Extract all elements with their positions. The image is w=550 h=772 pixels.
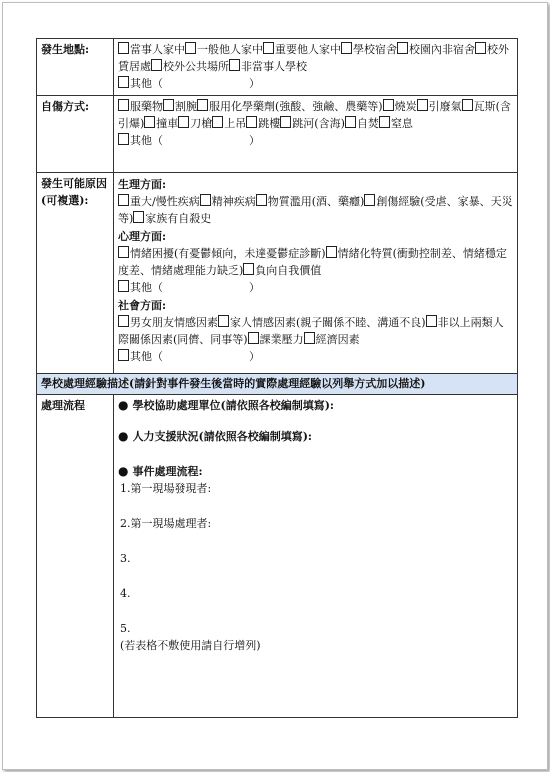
location-option[interactable]: 非當事人學校 <box>229 60 307 73</box>
checkbox-icon[interactable] <box>185 42 196 54</box>
incident-form-table <box>36 38 518 718</box>
checkbox-icon[interactable] <box>475 42 486 54</box>
physio-option[interactable]: 重大/慢性疾病 <box>118 195 200 208</box>
checkbox-icon[interactable] <box>246 116 257 128</box>
checkbox-icon[interactable] <box>144 116 155 128</box>
physio-title: 生理方面: <box>118 178 167 191</box>
checkbox-icon[interactable] <box>118 133 129 145</box>
physio-option[interactable]: 創傷經驗(受虐、家暴、天災等) <box>118 195 513 225</box>
checkbox-icon[interactable] <box>118 315 129 327</box>
checkbox-icon[interactable] <box>383 99 394 111</box>
method-other[interactable]: 其他（ ） <box>118 132 513 149</box>
checkbox-icon[interactable] <box>151 59 162 71</box>
section-header: 學校處理經驗描述(請針對事件發生後當時的實際處理經驗以列舉方式加以描述) <box>37 374 518 395</box>
bullet-dot-icon: ● <box>118 398 129 412</box>
method-options <box>114 96 518 173</box>
checkbox-icon[interactable] <box>118 42 129 54</box>
document-page <box>2 2 548 770</box>
checkbox-icon[interactable] <box>133 211 144 223</box>
process-content <box>114 395 518 718</box>
process-step[interactable]: 5. <box>120 622 131 635</box>
checkbox-icon[interactable] <box>212 116 223 128</box>
checkbox-icon[interactable] <box>118 246 129 258</box>
causes-label: 發生可能原因(可複選): <box>37 173 114 374</box>
checkbox-icon[interactable] <box>280 116 291 128</box>
checkbox-icon[interactable] <box>256 194 267 206</box>
checkbox-icon[interactable] <box>197 99 208 111</box>
checkbox-icon[interactable] <box>178 116 189 128</box>
checkbox-icon[interactable] <box>118 349 129 361</box>
process-label: 處理流程 <box>37 395 114 718</box>
bullet-item: ● 人力支援狀況(請依照各校編制填寫): <box>118 429 312 443</box>
social-option[interactable]: 非以上兩類人際關係因素(同儕、同事等) <box>118 316 504 346</box>
method-option[interactable]: 引廢氣 <box>417 100 462 113</box>
checkbox-icon[interactable] <box>248 332 259 344</box>
social-option[interactable]: 家人情感因素(親子關係不睦、溝通不良) <box>218 316 426 329</box>
checkbox-icon[interactable] <box>118 76 129 88</box>
checkbox-icon[interactable] <box>341 42 352 54</box>
method-option[interactable]: 撞車 <box>144 117 178 130</box>
physio-option[interactable]: 精神疾病 <box>200 195 256 208</box>
location-other[interactable]: 其他（ ） <box>118 75 513 92</box>
checkbox-icon[interactable] <box>379 116 390 128</box>
method-option[interactable]: 服用化學藥劑(強酸、強鹼、農藥等) <box>197 100 383 113</box>
checkbox-icon[interactable] <box>118 99 129 111</box>
checkbox-icon[interactable] <box>364 194 375 206</box>
location-option[interactable]: 當事人家中 <box>118 43 185 56</box>
checkbox-icon[interactable] <box>326 246 337 258</box>
method-option[interactable]: 瓦斯(含引爆) <box>118 100 511 130</box>
checkbox-icon[interactable] <box>462 99 473 111</box>
method-option[interactable]: 割腕 <box>163 100 197 113</box>
checkbox-icon[interactable] <box>426 315 437 327</box>
location-option[interactable]: 一般他人家中 <box>185 43 263 56</box>
psych-option[interactable]: 情緒困擾(有憂鬱傾向，未達憂鬱症診斷) <box>118 247 326 260</box>
location-label: 發生地點: <box>37 39 114 96</box>
checkbox-icon[interactable] <box>417 99 428 111</box>
process-step[interactable]: 2.第一現場處理者: <box>120 517 212 530</box>
bullet-item: ● 學校協助處理單位(請依照各校編制填寫): <box>118 398 334 412</box>
method-row <box>37 96 518 173</box>
location-option[interactable]: 校園內非宿舍 <box>397 43 475 56</box>
method-option[interactable]: 窒息 <box>379 117 413 130</box>
social-option[interactable]: 課業壓力 <box>248 333 304 346</box>
social-option[interactable]: 男女朋友情感因素 <box>118 316 218 329</box>
social-other[interactable]: 其他（ ） <box>118 348 513 365</box>
checkbox-icon[interactable] <box>304 332 315 344</box>
psych-option[interactable]: 負向自我價值 <box>243 264 321 277</box>
process-step[interactable]: 3. <box>120 552 131 565</box>
process-row <box>37 395 518 718</box>
method-option[interactable]: 上吊 <box>212 117 246 130</box>
table-note: (若表格不敷使用請自行增列) <box>120 639 261 652</box>
process-step[interactable]: 4. <box>120 587 131 600</box>
psych-other[interactable]: 其他（ ） <box>118 279 513 296</box>
checkbox-icon[interactable] <box>345 116 356 128</box>
psych-title: 心理方面: <box>118 230 167 243</box>
process-step[interactable]: 1.第一現場發現者: <box>120 482 212 495</box>
location-option[interactable]: 校外賃居處 <box>118 43 509 73</box>
method-option[interactable]: 跳樓 <box>246 117 280 130</box>
method-label: 自傷方式: <box>37 96 114 173</box>
bullet-item: ● 事件處理流程: <box>118 464 203 478</box>
method-option[interactable]: 跳河(含海) <box>280 117 345 130</box>
bullet-dot-icon: ● <box>118 429 129 443</box>
method-option[interactable]: 燒炭 <box>383 100 417 113</box>
location-option[interactable]: 學校宿舍 <box>341 43 397 56</box>
physio-option[interactable]: 家族有自殺史 <box>133 212 211 225</box>
checkbox-icon[interactable] <box>163 99 174 111</box>
checkbox-icon[interactable] <box>200 194 211 206</box>
physio-options <box>118 193 513 227</box>
method-option[interactable]: 自焚 <box>345 117 379 130</box>
location-option[interactable]: 重要他人家中 <box>263 43 341 56</box>
social-options <box>118 314 513 365</box>
checkbox-icon[interactable] <box>263 42 274 54</box>
causes-row <box>37 173 518 374</box>
checkbox-icon[interactable] <box>218 315 229 327</box>
checkbox-icon[interactable] <box>397 42 408 54</box>
psych-options <box>118 245 513 296</box>
checkbox-icon[interactable] <box>118 280 129 292</box>
physio-option[interactable]: 物質濫用(酒、藥癮) <box>256 195 365 208</box>
social-option[interactable]: 經濟因素 <box>304 333 360 346</box>
social-title: 社會方面: <box>118 299 167 312</box>
checkbox-icon[interactable] <box>229 59 240 71</box>
method-option[interactable]: 服藥物 <box>118 100 163 113</box>
causes-options <box>114 173 518 374</box>
psych-option[interactable]: 情緒化特質(衝動控制差、情緒穩定度差、情緒處理能力缺乏) <box>118 247 507 277</box>
method-option[interactable]: 刀槍 <box>178 117 212 130</box>
location-options <box>114 39 518 96</box>
checkbox-icon[interactable] <box>243 263 254 275</box>
checkbox-icon[interactable] <box>118 194 129 206</box>
location-option[interactable]: 校外公共場所 <box>151 60 229 73</box>
bullet-dot-icon: ● <box>118 464 129 478</box>
location-row <box>37 39 518 96</box>
section-header-row <box>37 374 518 395</box>
